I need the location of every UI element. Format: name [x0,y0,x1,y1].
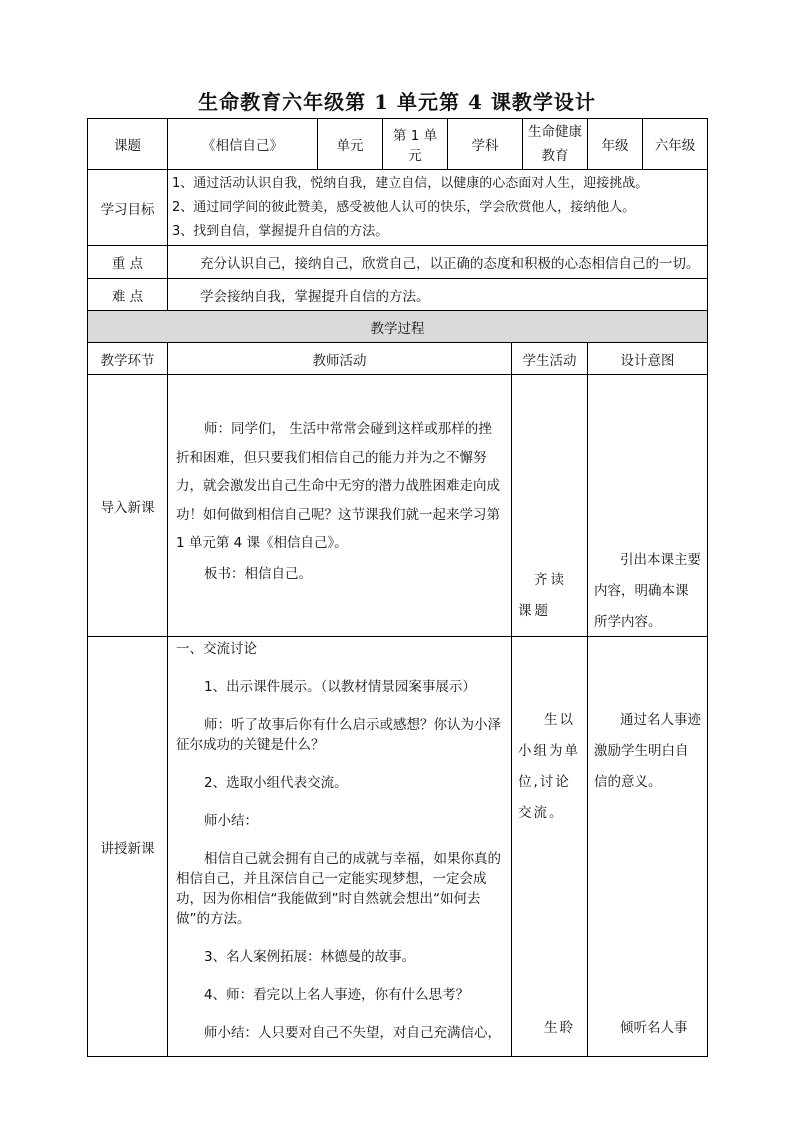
teach-p4: 2、选取小组代表交流。 [204,775,348,791]
process-columns-row [88,343,708,375]
difficulty-label: 难 点 [88,279,168,312]
goals-row [88,170,708,246]
unit-label: 单元 [318,119,383,170]
teach-row [88,637,708,1057]
goals-label: 学习目标 [88,170,168,246]
goal-item: 1、通过活动认识自我，悦纳自我，建立自信，以健康的心态面对人生，迎接挑战。 [172,175,649,191]
teach-intent-cell [588,637,708,1057]
intro-board-text: 板书：相信自己。 [204,565,312,582]
intro-stage: 导入新课 [88,375,168,637]
difficulty-text: 学会接纳自我，掌握提升自信的方法。 [168,279,708,312]
process-header-row [88,311,708,343]
teach-teacher-cell [168,637,512,1057]
teach-student-text-1: 生以小组为单位,讨论交流。 [518,712,580,821]
key-point-text: 充分认识自己，接纳自己，欣赏自己，以正确的态度和积极的心态相信自己的一切。 [168,246,708,279]
intro-teacher-cell [168,375,512,637]
teach-p8: 4、师：看完以上名人事迹，你有什么思考？ [204,987,470,1003]
difficulty-row [88,279,708,312]
header-row [88,119,708,170]
teach-p9: 师小结：人只要对自己不失望，对自己充满信心， [204,1025,501,1041]
col-teacher: 教师活动 [168,343,512,375]
topic-label: 课题 [88,119,168,170]
lesson-plan-table [87,118,708,312]
teach-intent-text-2: 倾听名人事 [620,1020,688,1036]
teach-student-cell [512,637,588,1057]
col-stage: 教学环节 [88,343,168,375]
key-point-label: 重 点 [88,246,168,279]
intro-teacher-text: 师：同学们， 生活中常常会碰到这样或那样的挫折和困难，但只要我们相信自己的能力并为之不懈努力，就会激发出自己生命中无穷的潜力战胜困难走向成功！如何做到相信自己呢？这节课我们就一起来学习第 1 单元第 4 课《相信自己》。 [176,421,500,551]
unit-value: 第 1 单元 [383,119,448,170]
subject-value: 生命健康教育 [523,119,588,170]
intro-row [88,375,708,637]
teach-stage: 讲授新课 [88,637,168,1057]
key-point-row [88,246,708,279]
intro-intent-cell [588,375,708,637]
page-title: 生命教育六年级第 1 单元第 4 课教学设计 [198,90,596,114]
intro-student-cell [512,375,588,637]
grade-label: 年级 [588,119,643,170]
intro-student-text: 齐读课题 [518,572,567,619]
col-student: 学生活动 [512,343,588,375]
intro-intent-text: 引出本课主要内容，明确本课所学内容。 [594,552,701,630]
teach-p5: 师小结： [204,813,258,829]
process-table [87,310,708,1057]
teach-intent-text-1: 通过名人事迹激励学生明白自信的意义。 [594,712,701,790]
teach-student-text-2: 生聆 [544,1020,575,1036]
teach-p7: 3、名人案例拓展：林德曼的故事。 [204,949,416,965]
goal-item: 3、找到自信，掌握提升自信的方法。 [172,223,389,239]
topic-value: 《相信自己》 [168,119,318,170]
teach-p1: 一、交流讨论 [176,641,257,657]
goal-item: 2、通过同学间的彼此赞美，感受被他人认可的快乐，学会欣赏他人，接纳他人。 [172,199,636,215]
goals-list [168,170,708,246]
grade-value: 六年级 [643,119,708,170]
teach-p6: 相信自己就会拥有自己的成就与幸福，如果你真的相信自己，并且深信自己一定能实现梦想，一定会成功，因为你相信“我能做到”时自然就会想出“如何去做”的方法。 [176,851,501,927]
teach-p2: 1、出示课件展示。（以教材情景园案事展示） [204,679,476,695]
process-header: 教学过程 [88,311,708,343]
teach-p3: 师：听了故事后你有什么启示或感想？你认为小泽征尔成功的关键是什么？ [176,717,501,753]
col-intent: 设计意图 [588,343,708,375]
subject-label: 学科 [448,119,523,170]
